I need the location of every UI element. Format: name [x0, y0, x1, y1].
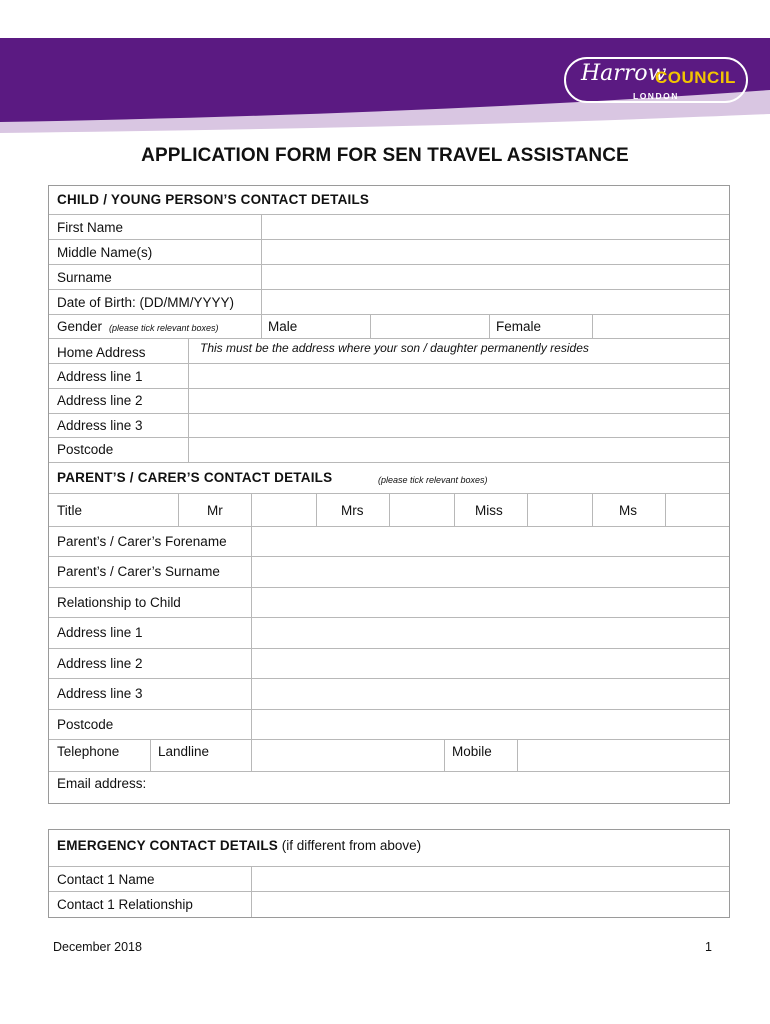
harrow-council-logo	[563, 55, 749, 107]
page-title: APPLICATION FORM FOR SEN TRAVEL ASSISTANCE	[141, 145, 629, 166]
mobile-field[interactable]	[517, 740, 729, 772]
home-address-label: Home Address	[57, 345, 146, 360]
child-address2-row	[49, 388, 729, 414]
gender-label: Gender	[57, 319, 103, 334]
child-address3-field[interactable]	[188, 414, 729, 438]
dob-field[interactable]	[261, 290, 729, 315]
parent-forename-row	[49, 526, 729, 557]
child-postcode-row	[49, 437, 729, 463]
first-name-row	[49, 214, 729, 240]
title-ms-tick-box[interactable]	[665, 494, 729, 527]
child-address1-field[interactable]	[188, 364, 729, 389]
parent-address3-label: Address line 3	[57, 686, 143, 701]
surname-row	[49, 264, 729, 290]
child-section-heading: CHILD / YOUNG PERSON’S CONTACT DETAILS	[57, 192, 370, 207]
parent-address2-label: Address line 2	[57, 656, 143, 671]
parent-address1-row	[49, 617, 729, 649]
child-address2-label: Address line 2	[57, 393, 143, 408]
telephone-label: Telephone	[57, 744, 120, 759]
logo-script: Harrow	[581, 61, 667, 86]
landline-field[interactable]	[251, 740, 444, 772]
parent-address3-row	[49, 678, 729, 710]
title-mrs-label: Mrs	[341, 503, 364, 518]
female-tick-box[interactable]	[592, 315, 729, 339]
home-address-note: This must be the address where your son / daughter permanently resides	[200, 341, 589, 355]
landline-cell	[150, 740, 251, 772]
title-mr-tick-box[interactable]	[251, 494, 316, 527]
child-address1-row	[49, 363, 729, 389]
child-address3-label: Address line 3	[57, 418, 143, 433]
parent-address2-row	[49, 648, 729, 679]
home-address-row	[49, 338, 729, 364]
page-number: 1	[705, 940, 712, 954]
middle-names-label: Middle Name(s)	[57, 245, 153, 260]
child-address3-row	[49, 413, 729, 438]
female-cell	[489, 315, 592, 339]
email-label: Email address:	[57, 776, 147, 791]
parent-section-heading: PARENT’S / CARER’S CONTACT DETAILS	[57, 470, 333, 485]
male-label: Male	[268, 319, 298, 334]
parent-postcode-field[interactable]	[251, 710, 729, 740]
emergency-heading	[57, 838, 421, 853]
surname-label: Surname	[57, 270, 112, 285]
parent-heading-note: (please tick relevant boxes)	[378, 475, 488, 485]
parent-postcode-row	[49, 709, 729, 740]
parent-address2-field[interactable]	[251, 649, 729, 679]
parent-surname-row	[49, 556, 729, 588]
child-parent-section	[48, 185, 730, 804]
logo-word: COUNCIL	[655, 68, 736, 87]
child-address1-label: Address line 1	[57, 369, 143, 384]
parent-surname-label: Parent’s / Carer’s Surname	[57, 564, 220, 579]
title-label: Title	[57, 503, 83, 518]
contact1-name-field[interactable]	[251, 867, 729, 892]
footer-date: December 2018	[53, 940, 142, 954]
mobile-label: Mobile	[452, 744, 492, 759]
child-postcode-label: Postcode	[57, 442, 114, 457]
emergency-heading-title: EMERGENCY CONTACT DETAILS	[57, 838, 279, 853]
child-address2-field[interactable]	[188, 389, 729, 414]
middle-names-field[interactable]	[261, 240, 729, 265]
parent-address1-field[interactable]	[251, 618, 729, 649]
first-name-label: First Name	[57, 220, 124, 235]
title-miss-tick-box[interactable]	[527, 494, 592, 527]
title-mrs-tick-box[interactable]	[389, 494, 454, 527]
logo-sub: LONDON	[633, 91, 679, 101]
title-ms-cell	[592, 494, 665, 527]
dob-label: Date of Birth: (DD/MM/YYYY)	[57, 295, 235, 310]
title-row	[49, 493, 729, 527]
child-postcode-field[interactable]	[188, 438, 729, 463]
title-ms-label: Ms	[619, 503, 637, 518]
first-name-field[interactable]	[261, 215, 729, 240]
relationship-label: Relationship to Child	[57, 595, 181, 610]
contact1-relationship-row	[49, 891, 729, 917]
parent-forename-field[interactable]	[251, 527, 729, 557]
title-mrs-cell	[316, 494, 389, 527]
dob-row	[49, 289, 729, 315]
title-mr-cell	[178, 494, 251, 527]
email-row[interactable]	[49, 771, 729, 803]
title-miss-label: Miss	[475, 503, 503, 518]
surname-field[interactable]	[261, 265, 729, 290]
mobile-cell	[444, 740, 517, 772]
emergency-section	[48, 829, 730, 918]
contact1-name-label: Contact 1 Name	[57, 872, 155, 887]
gender-note: (please tick relevant boxes)	[109, 323, 219, 333]
parent-address3-field[interactable]	[251, 679, 729, 710]
female-label: Female	[496, 319, 542, 334]
male-tick-box[interactable]	[370, 315, 489, 339]
title-miss-cell	[454, 494, 527, 527]
contact1-name-row	[49, 866, 729, 892]
relationship-row	[49, 587, 729, 618]
parent-forename-label: Parent’s / Carer’s Forename	[57, 534, 227, 549]
telephone-row	[49, 739, 729, 772]
contact1-relationship-label: Contact 1 Relationship	[57, 897, 193, 912]
parent-address1-label: Address line 1	[57, 625, 143, 640]
relationship-field[interactable]	[251, 588, 729, 618]
gender-row	[49, 314, 729, 339]
middle-names-row	[49, 239, 729, 265]
parent-surname-field[interactable]	[251, 557, 729, 588]
contact1-relationship-field[interactable]	[251, 892, 729, 917]
male-cell	[261, 315, 370, 339]
home-address-note-cell	[188, 339, 729, 364]
landline-label: Landline	[158, 744, 210, 759]
title-mr-label: Mr	[207, 503, 223, 518]
parent-heading-row	[49, 462, 729, 494]
parent-postcode-label: Postcode	[57, 717, 114, 732]
emergency-heading-note: (if different from above)	[281, 838, 422, 853]
